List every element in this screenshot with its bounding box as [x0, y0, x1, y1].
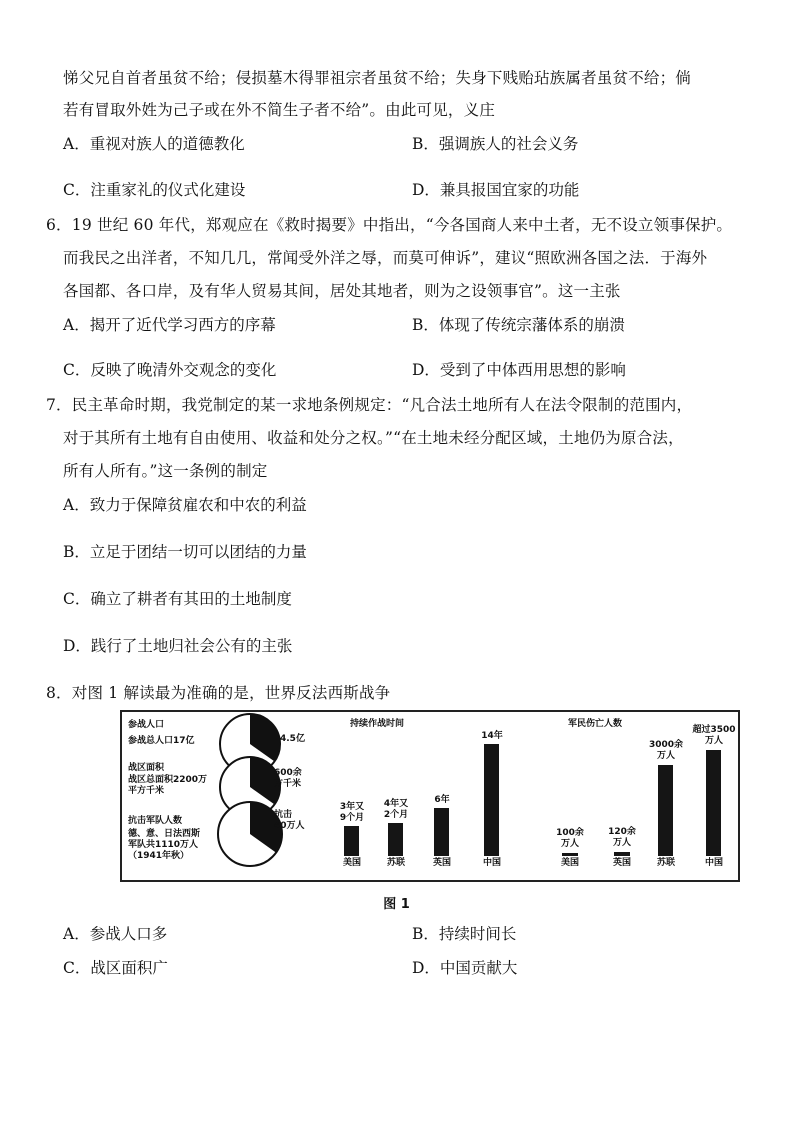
- duration-bar-2: [434, 808, 449, 856]
- duration-bar-1: [388, 823, 403, 856]
- duration-country-2: 英国: [432, 858, 451, 868]
- duration-country-1: 苏联: [386, 858, 405, 868]
- q6-option-a: A．揭开了近代学习西方的序幕: [63, 316, 276, 334]
- q5-stem-line-1: 悌父兄自首者虽贫不给；侵损墓木得罪祖宗者虽贫不给；失身下贱贻玷族属者虽贫不给；倘: [63, 69, 692, 87]
- q5-option-b: B．强调族人的社会义务: [412, 135, 579, 153]
- q5-stem-line-2: 若有冒取外姓为己子或在外不简生子者不给”。由此可见，义庄: [63, 101, 496, 119]
- q7-stem-line-1: 7．民主革命时期，我党制定的某一求地条例规定：“凡合法土地所有人在法令限制的范围内，: [46, 396, 693, 414]
- pie2-detail: 战区总面积2200万 平方千米: [128, 775, 208, 796]
- duration-country-0: 美国: [342, 858, 361, 868]
- pie1-title: 参战人口: [128, 720, 165, 730]
- q5-option-c: C．注重家礼的仪式化建设: [63, 181, 246, 199]
- duration-country-3: 中国: [482, 858, 501, 868]
- duration-bar-label-3: 14年: [481, 731, 503, 741]
- duration-bar-label-0: 3年又 9个月: [339, 802, 365, 823]
- q7-option-a: A．致力于保障贫雇农和中农的利益: [63, 496, 307, 514]
- q7-stem-line-2: 对于其所有土地有自由使用、收益和处分之权。”“在土地未经分配区域，土地仍为原合法，: [63, 429, 684, 447]
- q5-option-a: A．重视对族人的道德教化: [63, 135, 245, 153]
- duration-bar-label-2: 6年: [434, 795, 450, 805]
- q8-stem: 8．对图 1 解读最为准确的是，世界反法西斯战争: [46, 684, 391, 702]
- q6-stem-line-2: 而我民之出洋者，不知几几，常闻受外洋之辱，而莫可伸诉”，建议“照欧洲各国之法．于海外: [63, 249, 708, 267]
- q7-stem-line-3: 所有人所有。”这一条例的制定: [63, 462, 268, 480]
- casualty-bar-0: [562, 853, 578, 856]
- pie2-value-label: 600余 方千米: [274, 768, 302, 789]
- duration-bar-3: [484, 744, 499, 856]
- casualty-country-3: 中国: [704, 858, 723, 868]
- q6-stem-line-3: 各国都、各口岸，及有华人贸易其间，居处其地者，则为之设领事官”。这一主张: [63, 282, 621, 300]
- casualty-bar-label-2: 3000余 万人: [648, 740, 684, 762]
- casualty-bar-label-0: 100余 万人: [556, 827, 584, 849]
- pie1-value-label: 4.5亿: [280, 734, 305, 744]
- q7-option-c: C．确立了耕者有其田的土地制度: [63, 590, 292, 608]
- q7-option-b: B．立足于团结一切可以团结的力量: [63, 543, 307, 561]
- q8-option-b: B．持续时间长: [412, 925, 517, 943]
- casualties-chart-title: 军民伤亡人数: [568, 719, 623, 729]
- q8-option-a: A．参战人口多: [63, 925, 168, 943]
- casualty-country-0: 美国: [560, 858, 579, 868]
- duration-chart-title: 持续作战时间: [350, 719, 405, 729]
- q7-option-d: D．践行了土地归社会公有的主张: [63, 637, 293, 655]
- q6-option-c: C．反映了晚清外交观念的变化: [63, 361, 277, 379]
- pie3-detail: 德、意、日法西斯 军队共1110万人 （1941年秋）: [128, 829, 201, 861]
- casualty-bar-2: [658, 765, 673, 856]
- q8-option-c: C．战区面积广: [63, 959, 168, 977]
- pie3-title: 抗击军队人数: [128, 816, 183, 826]
- q6-option-d: D．受到了中体西用思想的影响: [412, 361, 626, 379]
- casualty-bar-label-1: 120余 万人: [608, 827, 636, 849]
- casualty-country-2: 苏联: [656, 858, 675, 868]
- figure-1: [120, 710, 740, 882]
- q8-option-d: D．中国贡献大: [412, 959, 518, 977]
- q6-stem-line-1: 6．19 世纪 60 年代，郑观应在《救时揭要》中指出，“今各国商人来中土者，无不设立领事保护。: [46, 216, 733, 234]
- casualty-bar-label-3: 超过3500 万人: [692, 725, 736, 746]
- casualty-bar-1: [614, 852, 630, 856]
- pie2-title: 战区面积: [128, 763, 165, 773]
- q5-option-d: D．兼具报国宜家的功能: [412, 181, 580, 199]
- figure-caption: 图 1: [383, 897, 410, 912]
- q6-option-b: B．体现了传统宗藩体系的崩溃: [412, 316, 625, 334]
- pie1-detail: 参战总人口17亿: [128, 736, 195, 746]
- duration-bar-0: [344, 826, 359, 856]
- pie3-value-label: 抗击 40万人: [274, 810, 305, 831]
- casualty-bar-3: [706, 750, 721, 856]
- casualty-country-1: 英国: [612, 858, 631, 868]
- duration-bar-label-1: 4年又 2个月: [383, 798, 409, 820]
